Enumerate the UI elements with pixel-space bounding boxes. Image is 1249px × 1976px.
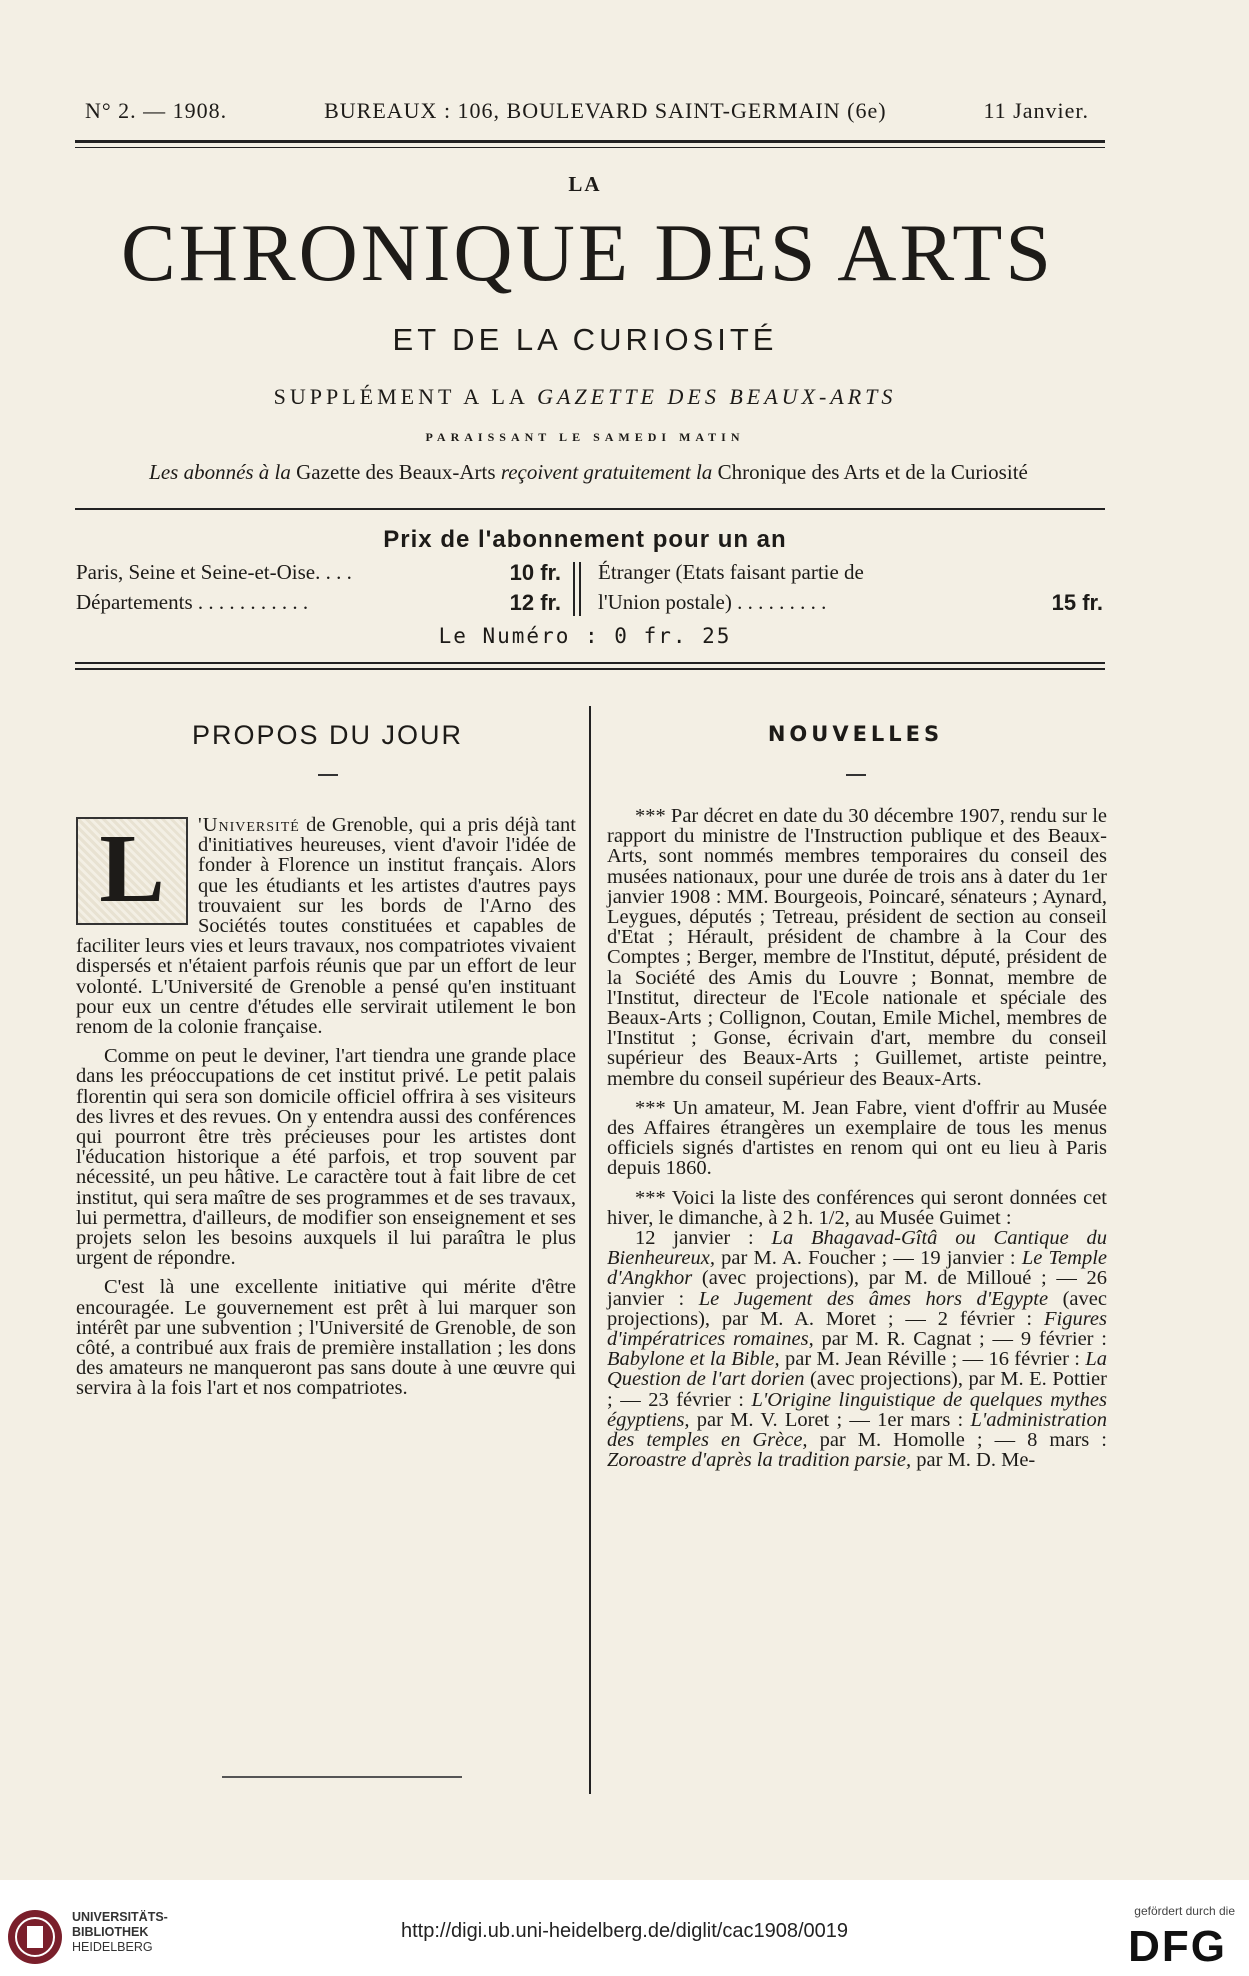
propos-paragraph-1: L 'Université de Grenoble, qui a pris déjà tant d'initiatives heureuses, vient d'avoir l'idée de fonder à Florence un institut français. Alors que les étudiants et les artistes d'autres pays trouvaient sur les bords de l'Arno des Sociétés toutes constituées et capables de faciliter leurs vies et leurs travaux, nos compatriotes vivaient dispersés et n'étaient parfois réunis que par un effort de leur volonté. L'Université de Grenoble a pensé qu'en instituant pour eux un centre d'études elle servirait utilement le bon renom de la colonie française. [76,814,576,1039]
pricing-divider-2 [579,562,581,616]
news-item-lectures: 12 janvier : La Bhagavad-Gîtâ ou Cantique du Bienheureux, par M. A. Foucher ; — 19 janvier : Le Temple d'Angkhor (avec projections), par M. de Milloué ; — 26 janvier : Le Jugement des âmes hors d'Egypte (avec projections), par M. A. Moret ; — 2 février : Figures d'impératrices romaines, par M. R. Cagnat ; — 9 février : Babylone et la Bible, par M. Jean Réville ; — 16 février : La Question de l'art dorien (avec projections), par M. E. Pottier ; — 23 février : L'Origine linguistique de quelques mythes égyptiens, par M. V. Loret ; — 1er mars : L'administration des temples en Grèce, par M. Homolle ; — 8 mars : Zoroastre d'après la tradition parsie, par M. D. Me- [607,1227,1107,1472]
pricing-divider [573,562,575,616]
dropcap: L [76,817,188,925]
masthead-article: LA [568,172,602,196]
office-address: BUREAUX : 106, BOULEVARD SAINT-GERMAIN (6e) [324,98,887,123]
dfg-logo: DFG [1128,1922,1227,1971]
price-paris: Paris, Seine et Seine-et-Oise. . . . 10 fr. [76,560,561,585]
propos-article [76,815,576,1408]
pricing-right [598,560,1103,620]
source-url[interactable]: http://digi.ub.uni-heidelberg.de/diglit/cac1908/0019 [401,1920,848,1942]
price-etranger: Étranger (Etats faisant partie de [598,560,864,584]
nouvelles-heading: NOUVELLES [767,722,944,746]
publication-frequency: PARAISSANT LE SAMEDI MATIN [425,430,745,444]
news-item-fabre: *** Un amateur, M. Jean Fabre, vient d'offrir au Musée des Affaires étrangères un exemplaire de tous les menus officiels signés d'artistes en renom qui ont eu lieu à Paris depuis 1860. [607,1096,1107,1180]
propos-dash [318,774,338,776]
pricing-rule [75,662,1105,664]
pricing-rule-2 [75,668,1105,670]
supplement-line: SUPPLÉMENT A LA GAZETTE DES BEAUX-ARTS [273,384,897,409]
news-item-guimet: *** Voici la liste des conférences qui seront données cet hiver, le dimanche, à 2 h. 1/2, au Musée Guimet : [607,1186,1107,1229]
header-rule-thin [75,147,1105,148]
masthead-title: CHRONIQUE DES ARTS [121,207,1054,298]
end-ornament [222,1776,462,1778]
price-union: l'Union postale) . . . . . . . . . 15 fr. [598,590,1103,615]
subscribers-note: Les abonnés à la Gazette des Beaux-Arts reçoivent gratuitement la Chronique des Arts et de la Curiosité [149,460,1028,484]
news-item-decree: *** Par décret en date du 30 décembre 1907, rendu sur le rapport du ministre de l'Instruction publique et des Beaux-Arts, sont nommés membres temporaires du conseil des musées nationaux, pour une durée de trois ans à dater du 1er janvier 1908 : MM. Bourgeois, Poincaré, sénateurs ; Aynard, Leygues, députés ; Tetreau, président de section au conseil d'Etat ; Hérault, président de chambre à la Cour des Comptes ; Berger, membre de l'Institut, député, président de la Société des Amis du Louvre ; Bonnat, membre de l'Institut, directeur de l'Ecole nationale et spéciale des Beaux-Arts ; Collignon, Coutan, Emile Michel, membres de l'Institut ; Gonse, écrivain d'art, membre du conseil supérieur des Beaux-Arts ; Guillemet, artiste peintre, membre du conseil supérieur des Beaux-Arts. [607,805,1107,1090]
propos-paragraph-2: Comme on peut le deviner, l'art tiendra une grande place dans les préoccupations de cet institut privé. Le petit palais florentin qui sera son domicile officiel offrira à ses visiteurs des livres et des revues. On y entendra aussi des conférences qui pourront être très précieuses pour les artistes dont l'éducation historique a été parfois, et trop souvent par nécessité, un peu hâtive. Le caractère tout à fait libre de cet institut, qui sera maître de ses programmes et de ses travaux, lui permettra, d'ailleurs, de modifier son enseignement et ses projets selon les besoins auxquels il lui paraîtra le plus urgent de répondre. [76,1045,576,1270]
masthead-rule [75,508,1105,510]
funding-note: gefördert durch die [1134,1904,1235,1918]
column-divider [589,706,591,1794]
issue-number: N° 2. — 1908. [85,98,228,123]
propos-paragraph-3: C'est là une excellente initiative qui mérite d'être encouragée. Le gouvernement est prêt à lui marquer son intérêt par une subvention ; l'Université de Grenoble, de son côté, a contribué aux frais de première installation ; les dons des amateurs ne manqueront pas sans doute à une œuvre qui servira à la fois l'art et nos compatriotes. [76,1276,576,1400]
price-departements: Départements . . . . . . . . . . . 12 fr. [76,590,561,615]
nouvelles-dash [846,774,866,776]
digitization-footer [0,1880,1249,1976]
pricing-heading: Prix de l'abonnement pour un an [383,526,787,553]
nouvelles-article [607,806,1107,1480]
issue-header [85,98,1089,124]
issue-date: 11 Janvier. [983,98,1089,123]
pricing-left [76,560,561,620]
propos-heading: PROPOS DU JOUR [191,720,464,750]
masthead-subtitle: ET DE LA CURIOSITÉ [392,322,778,357]
header-rule [75,140,1105,143]
single-issue-price: Le Numéro : 0 fr. 25 [438,624,732,648]
library-name: UNIVERSITÄTS- BIBLIOTHEK HEIDELBERG [72,1910,168,1954]
